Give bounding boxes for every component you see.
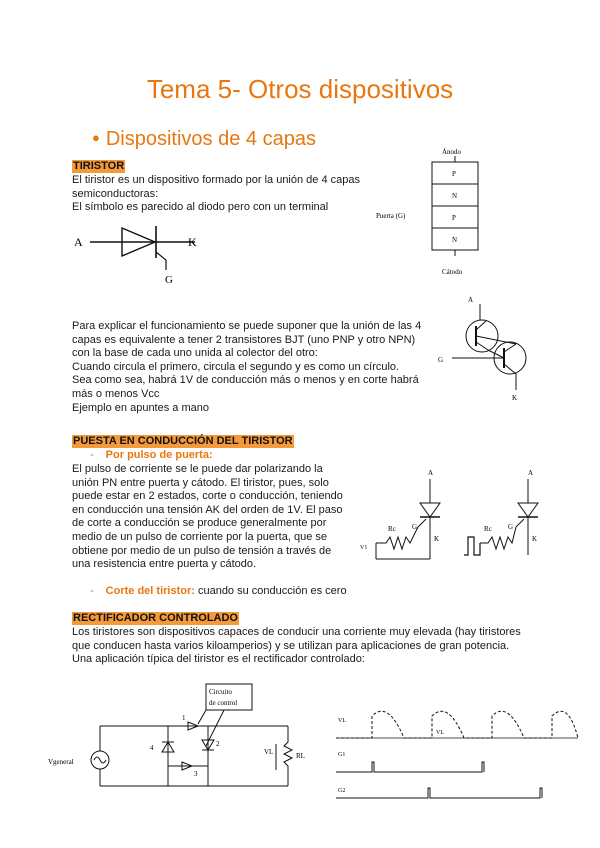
corte-subheading: Corte del tiristor: — [105, 585, 195, 597]
text-line: puede estar en 2 estados, corte o conducción, teniendo — [72, 490, 343, 503]
load-voltage-label: VL — [264, 748, 274, 756]
pulso-puerta-subheading — [90, 449, 213, 461]
text-line: de corte a conducción se produce generalmente por — [72, 517, 327, 530]
text-line: El pulso de corriente se le puede dar polarizando la — [72, 463, 323, 475]
text-line: en conducción una tensión AK del orden de 1V. El paso — [72, 503, 343, 516]
corte-text: cuando su conducción es cero — [194, 585, 347, 597]
layer-1: P — [452, 170, 456, 178]
source-label: Vgeneral — [48, 758, 74, 766]
rectificador-body — [72, 626, 542, 667]
rectificador-heading: RECTIFICADOR CONTROLADO — [73, 612, 238, 624]
c1-cathode-label: K — [434, 535, 440, 543]
bjt-gate-label: G — [438, 356, 444, 364]
gate-label: Puerta (G) — [376, 212, 406, 220]
anode-label: Ánodo — [442, 148, 462, 156]
c1-resistor-label: Rc — [388, 525, 396, 533]
tiristor-heading: TIRISTOR — [73, 160, 125, 172]
symbol-anode-label: A — [74, 235, 83, 249]
c2-gate-label: G — [508, 523, 514, 531]
text-line: El tiristor es un dispositivo formado por la unión de 4 capas — [72, 174, 360, 186]
gate-trigger-circuits — [356, 463, 580, 573]
text-line: Para explicar el funcionamiento se puede suponer que la unión de las 4 — [72, 320, 422, 332]
text-line: semiconductoras: — [72, 187, 159, 200]
c2-anode-label: A — [528, 469, 534, 477]
d3-label: 3 — [194, 770, 198, 778]
pnpn-layers-diagram — [372, 142, 482, 282]
controlled-rectifier-circuit — [48, 680, 328, 800]
c2-resistor-label: Rc — [484, 525, 492, 533]
control-label-1: Circuito — [209, 688, 232, 696]
text-line: unión PN entre puerta y cátodo. El tiristor, pues, solo — [72, 476, 329, 489]
text-line: Ejemplo en apuntes a mano — [72, 401, 209, 414]
section-title-text: Dispositivos de 4 capas — [105, 128, 316, 150]
text-line: obtiene por medio de un pulso de tensión a través de — [72, 544, 332, 557]
vl-label: VL — [338, 718, 346, 724]
symbol-cathode-label: K — [188, 235, 197, 249]
corte-line — [90, 585, 347, 599]
thyristor-symbol — [70, 220, 210, 290]
bullet-icon: ● — [92, 130, 100, 145]
g1-label: G1 — [338, 752, 346, 758]
dash-icon: - — [90, 449, 94, 461]
puesta-heading: PUESTA EN CONDUCCIÓN DEL TIRISTOR — [73, 435, 293, 447]
c2-cathode-label: K — [532, 535, 538, 543]
text-line: con la base de cada uno unida al colector del otro: — [72, 347, 318, 360]
section-title — [92, 128, 316, 151]
text-line: capas es equivalente a tener 2 transistores BJT (uno PNP y otro NPN) — [72, 333, 416, 346]
cathode-label: Cátodo — [442, 268, 463, 276]
tiristor-explanation — [72, 320, 432, 415]
bjt-anode-label: A — [468, 296, 474, 304]
rectifier-waveforms — [332, 700, 582, 810]
symbol-gate-label: G — [165, 274, 173, 286]
two-transistor-model — [430, 290, 540, 405]
c1-source-label: V1 — [360, 545, 368, 551]
text-line: El símbolo es parecido al diodo pero con un terminal — [72, 201, 329, 214]
c1-anode-label: A — [428, 469, 434, 477]
text-line: más o menos Vcc — [72, 387, 160, 400]
dash-icon: - — [90, 585, 94, 597]
bjt-cathode-label: K — [512, 394, 518, 402]
puesta-body — [72, 463, 351, 572]
text-line: medio de un pulso de corriente por la puerta, que se — [72, 530, 327, 543]
d4-label: 4 — [150, 744, 154, 752]
vl2-label: VL — [436, 730, 444, 736]
page-title: Tema 5- Otros dispositivos — [146, 74, 454, 104]
pulso-puerta-text: Por pulso de puerta: — [105, 449, 213, 461]
layer-2: N — [452, 192, 458, 200]
text-line: Una aplicación típica del tiristor es el rectificador controlado: — [72, 653, 365, 666]
layer-3: P — [452, 214, 456, 222]
c1-gate-label: G — [412, 523, 418, 531]
text-line: que conducen hasta varios kiloamperios) y se utilizan para aplicaciones de gran potencia. — [72, 639, 510, 652]
layer-4: N — [452, 236, 458, 244]
control-label-2: de control — [209, 699, 238, 707]
load-label: RL — [296, 752, 305, 760]
text-line: Los tiristores son dispositivos capaces de conducir una corriente muy elevada (hay tiristores — [72, 626, 521, 638]
g2-label: G2 — [338, 788, 346, 794]
d2-label: 2 — [216, 740, 220, 748]
text-line: Cuando circula el primero, circula el segundo y es como un círculo. — [72, 360, 400, 373]
text-line: Sea como sea, habrá 1V de conducción más o menos y en corte habrá — [72, 374, 419, 387]
d1-label: 1 — [182, 714, 186, 722]
text-line: una resistencia entre puerta y cátodo. — [72, 558, 257, 571]
tiristor-intro — [72, 174, 402, 215]
